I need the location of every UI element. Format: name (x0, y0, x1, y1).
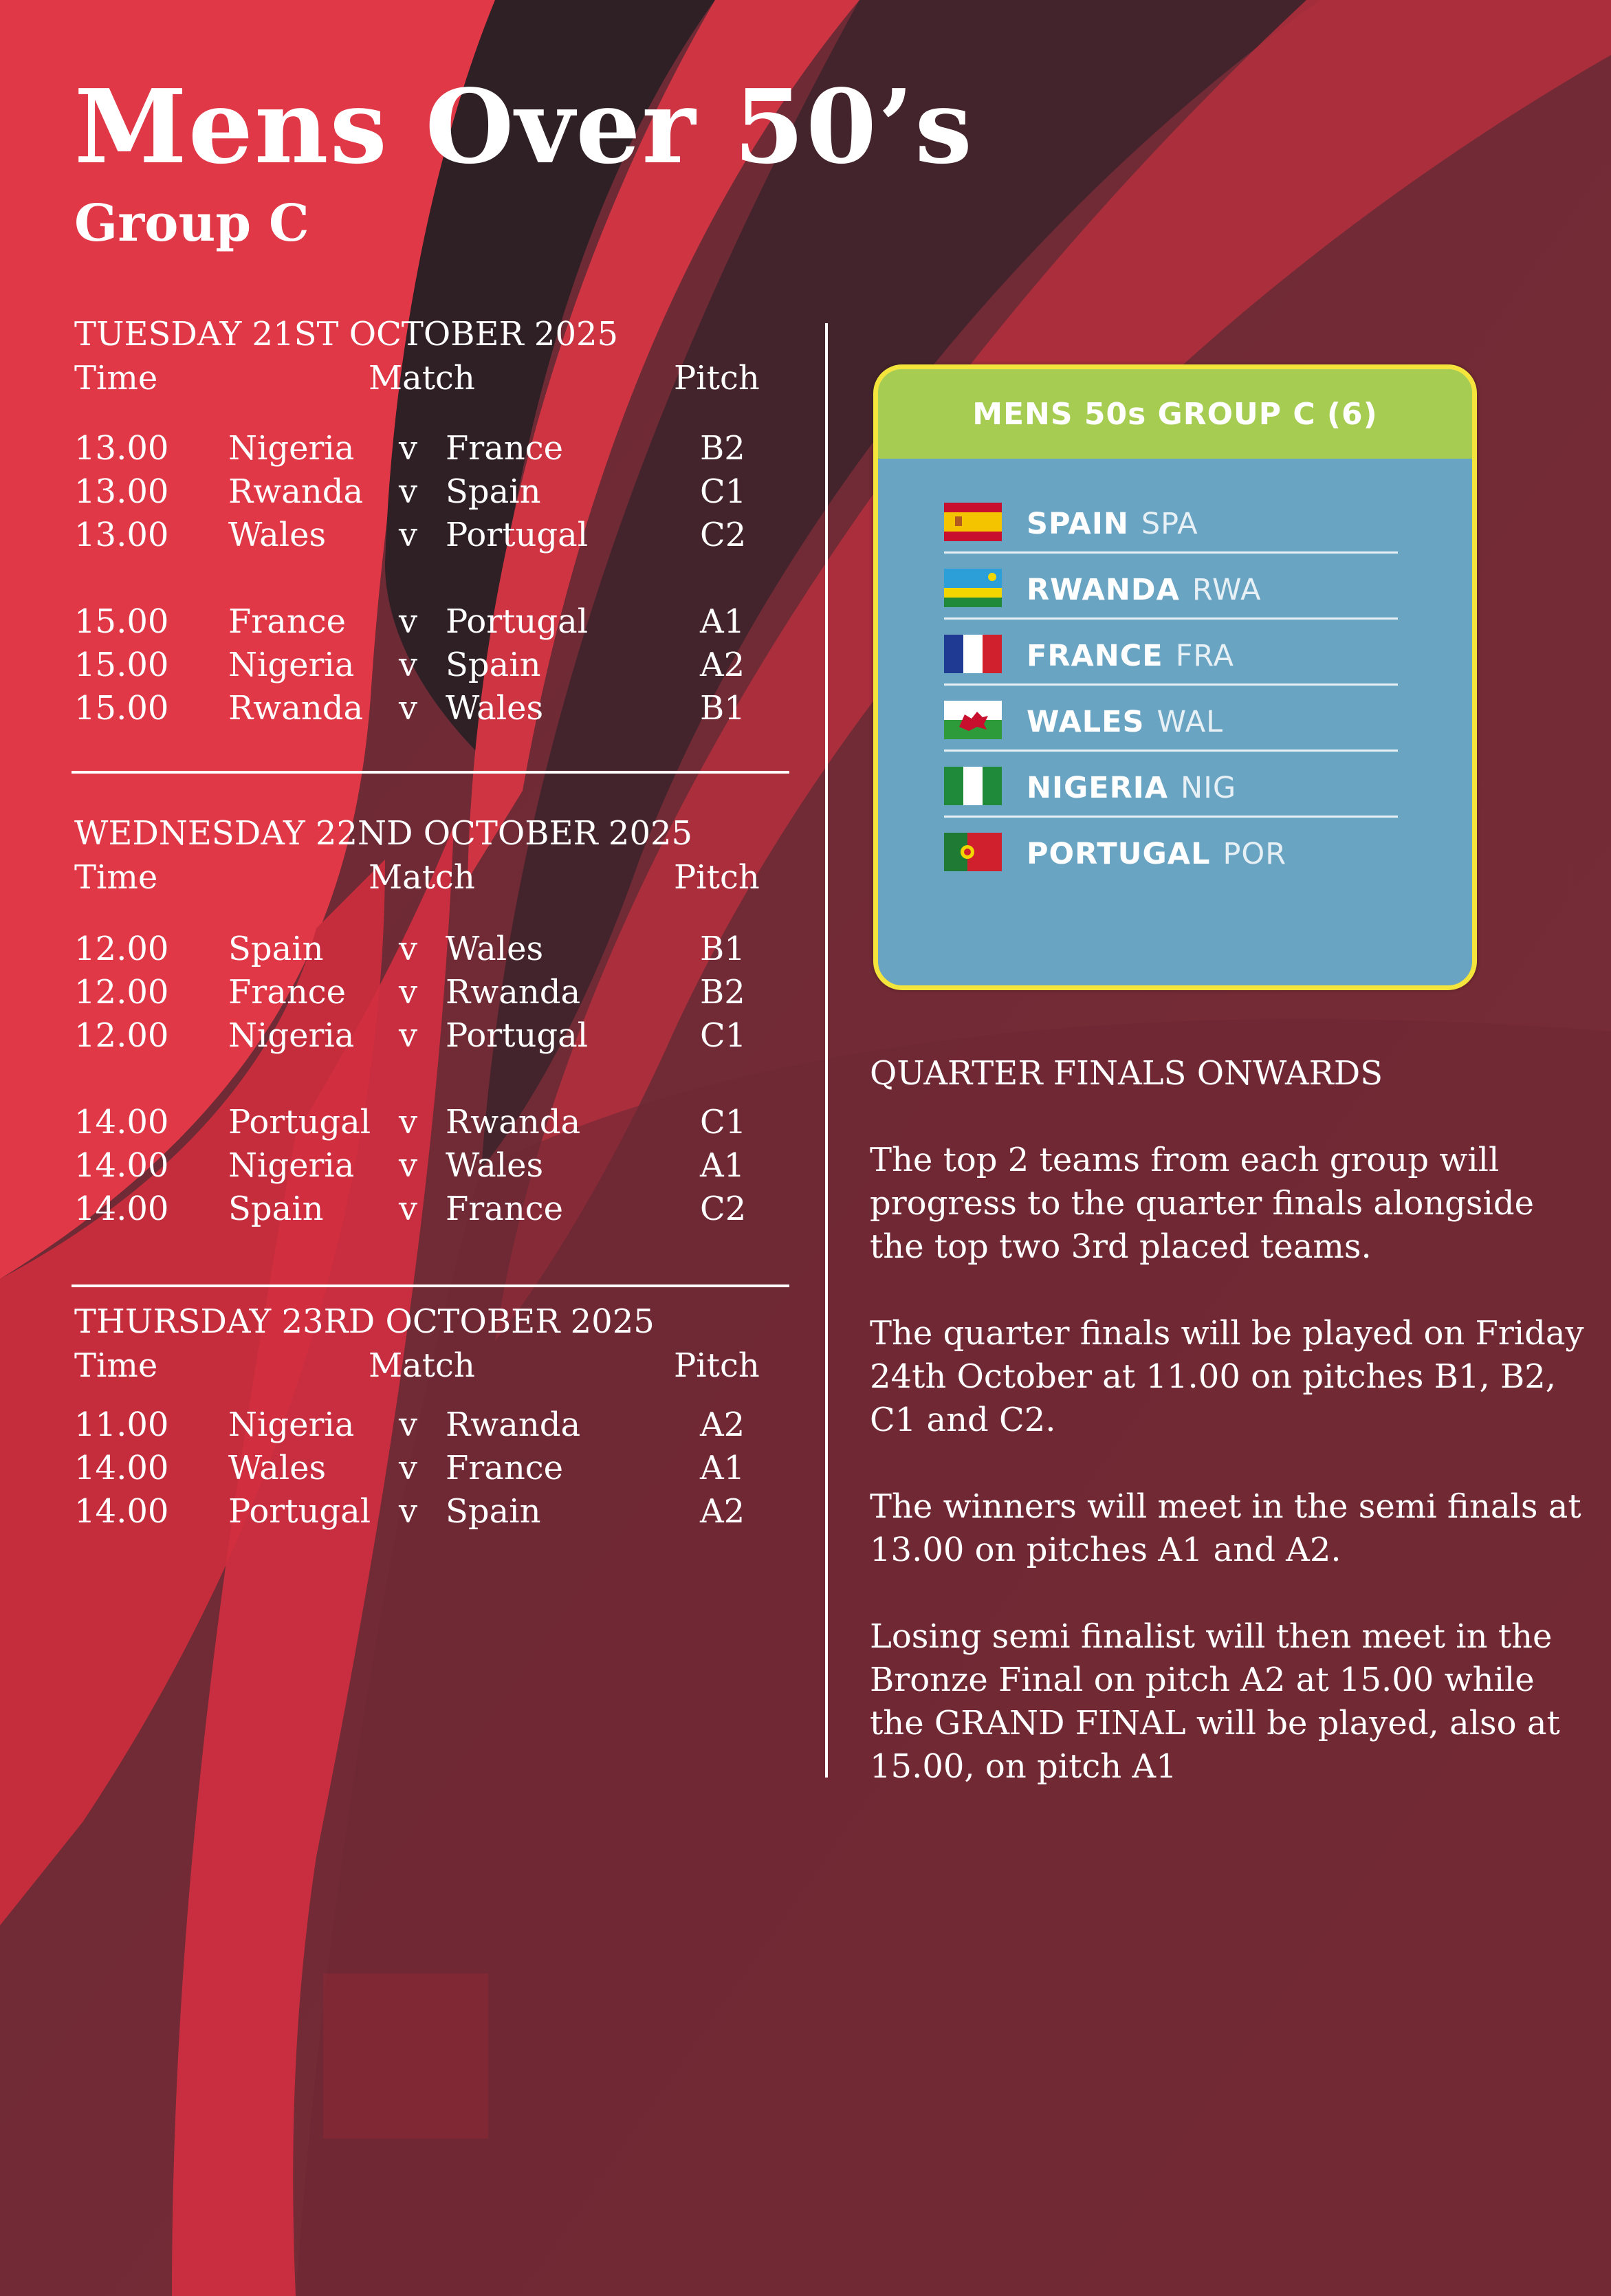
rwanda-flag-icon (944, 569, 1002, 607)
day-schedule-wednesday (74, 814, 789, 1243)
group-card-title: MENS 50s GROUP C (6) (878, 369, 1472, 459)
fixture-row: 15.00 France v Portugal A1 (74, 602, 745, 641)
info-paragraph: Losing semi finalist will then meet in the Bronze Final on pitch A2 at 15.00 while the GRAND FINAL will be played, also at 15.00, on pitch A1 (870, 1617, 1560, 1786)
fixture-row: 14.00 Wales v France A1 (74, 1449, 745, 1487)
team-item-portugal (944, 818, 1398, 882)
day-schedule-tuesday (74, 315, 789, 744)
fixture-row: 15.00 Nigeria v Spain A2 (74, 646, 745, 684)
fixture-row: 12.00 Spain v Wales B1 (74, 930, 745, 968)
fixture-row: 15.00 Rwanda v Wales B1 (74, 689, 745, 728)
fixture-row: 14.00 Spain v France C2 (74, 1190, 747, 1228)
info-paragraph: The top 2 teams from each group will progress to the quarter finals alongside the top two 3rd placed teams. (870, 1141, 1534, 1266)
france-flag-icon (944, 635, 1002, 673)
portugal-flag-icon (944, 833, 1002, 871)
team-code: POR (1223, 837, 1287, 871)
fixture-row: 13.00 Nigeria v France B2 (74, 429, 745, 468)
fixture-row: 14.00 Portugal v Spain A2 (74, 1492, 745, 1531)
team-name: WALES (1027, 705, 1145, 739)
team-code: RWA (1192, 573, 1262, 607)
info-paragraph: The quarter finals will be played on Friday 24th October at 11.00 on pitches B1, B2, C1 and C2. (870, 1314, 1584, 1439)
group-card (873, 364, 1477, 990)
info-paragraph: The winners will meet in the semi finals at 13.00 on pitches A1 and A2. (870, 1487, 1581, 1569)
team-list (944, 488, 1398, 882)
team-item-nigeria (944, 752, 1398, 818)
nigeria-flag-icon (944, 767, 1002, 805)
team-name: NIGERIA (1027, 771, 1169, 805)
column-match-header: Match (369, 1346, 475, 1385)
team-code: NIG (1181, 771, 1237, 805)
page-title: Mens Over 50’s (74, 67, 974, 186)
fixture-row: 12.00 France v Rwanda B2 (74, 973, 745, 1012)
wales-flag-icon (944, 701, 1002, 739)
team-name: PORTUGAL (1027, 837, 1211, 871)
team-item-spain (944, 488, 1398, 554)
team-item-wales (944, 686, 1398, 752)
section-divider (72, 771, 789, 774)
team-item-france (944, 620, 1398, 686)
quarter-finals-info (870, 1052, 1585, 1832)
info-heading: QUARTER FINALS ONWARDS (870, 1054, 1383, 1093)
fixture-row: 12.00 Nigeria v Portugal C1 (74, 1016, 747, 1055)
column-match-header: Match (369, 858, 475, 897)
day-heading: THURSDAY 23RD OCTOBER 2025 (74, 1302, 655, 1341)
team-name: RWANDA (1027, 573, 1180, 607)
column-pitch-header: Pitch (674, 359, 760, 397)
day-schedule-thursday (74, 1302, 789, 1594)
section-divider (72, 1284, 789, 1287)
fixture-row: 14.00 Portugal v Rwanda C1 (74, 1103, 747, 1141)
page-subtitle: Group C (74, 194, 309, 253)
day-heading: TUESDAY 21ST OCTOBER 2025 (74, 315, 619, 353)
day-heading: WEDNESDAY 22ND OCTOBER 2025 (74, 814, 693, 853)
team-name: SPAIN (1027, 507, 1129, 541)
column-pitch-header: Pitch (674, 1346, 760, 1385)
fixture-row: 13.00 Rwanda v Spain C1 (74, 472, 747, 511)
team-code: WAL (1157, 705, 1224, 739)
spain-flag-icon (944, 503, 1002, 541)
fixture-row: 14.00 Nigeria v Wales A1 (74, 1146, 745, 1185)
column-time-header: Time (74, 1346, 158, 1385)
team-code: SPA (1141, 507, 1198, 541)
column-match-header: Match (369, 359, 475, 397)
team-name: FRANCE (1027, 639, 1163, 673)
fixture-row: 13.00 Wales v Portugal C2 (74, 516, 747, 554)
fixture-row: 11.00 Nigeria v Rwanda A2 (74, 1406, 745, 1444)
column-time-header: Time (74, 359, 158, 397)
column-divider (825, 323, 828, 1778)
team-item-rwanda (944, 554, 1398, 620)
column-pitch-header: Pitch (674, 858, 760, 897)
column-time-header: Time (74, 858, 158, 897)
team-code: FRA (1175, 639, 1234, 673)
